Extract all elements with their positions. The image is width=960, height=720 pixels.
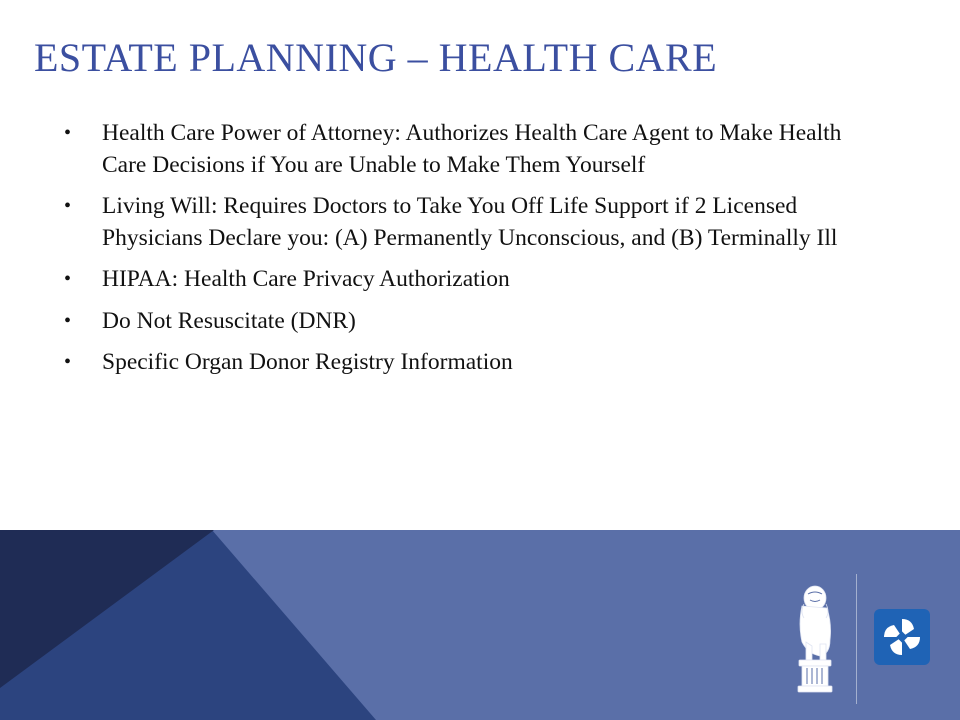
bullet-text: Health Care Power of Attorney: Authorizes Health Care Agent to Make Health Care Decisions if You are Unable to Make Them Yourself <box>102 120 842 178</box>
bullet-marker: • <box>64 351 72 373</box>
bullet-text: Specific Organ Donor Registry Information <box>102 349 513 375</box>
lion-statue-icon <box>790 584 840 696</box>
bullet-item <box>64 191 864 254</box>
slide-title: ESTATE PLANNING – HEALTH CARE <box>34 35 718 80</box>
footer-divider <box>856 574 857 704</box>
bullet-marker: • <box>64 309 72 332</box>
bullet-text: Do Not Resuscitate (DNR) <box>102 307 356 334</box>
bullet-text: HIPAA: Health Care Privacy Authorization <box>102 266 510 292</box>
bullet-item <box>64 306 864 338</box>
bullet-marker: • <box>64 195 72 217</box>
bullet-marker: • <box>64 122 72 144</box>
cross-logo-icon <box>874 609 930 665</box>
bullet-list <box>64 118 864 389</box>
bullet-marker: • <box>64 268 72 290</box>
bullet-item <box>64 118 864 181</box>
bullet-item <box>64 264 864 296</box>
bullet-item <box>64 347 864 379</box>
bullet-text: Living Will: Requires Doctors to Take You Off Life Support if 2 Licensed Physicians Declare you: (A) Permanently Unconscious, and (B) Terminally Ill <box>102 193 838 251</box>
